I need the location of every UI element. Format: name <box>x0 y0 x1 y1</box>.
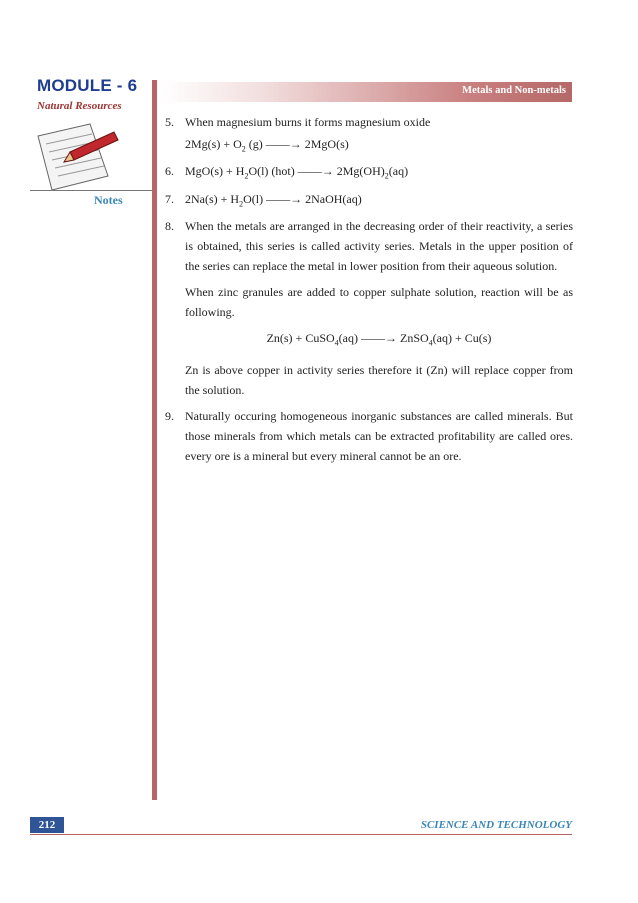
item-number: 6. <box>165 164 174 179</box>
notes-label: Notes <box>94 193 123 207</box>
item-text: When magnesium burns it forms magnesium oxide <box>185 115 431 129</box>
item-number: 7. <box>165 191 174 206</box>
notes-divider <box>30 190 152 191</box>
equation-5: $2Mg(s) + O_2$ (g) ——→ 2MgO(s) <box>185 137 349 154</box>
margin-rule <box>152 80 157 800</box>
item-text: Naturally occuring homogeneous inorganic substances are called minerals. But those minerals from which metals can be extracted profitability are called ores. every ore is a mineral but every mineral cannot be an ore. <box>185 408 573 463</box>
list-item-5 <box>165 112 573 132</box>
list-item-6 <box>165 161 573 186</box>
list-item-7 <box>165 189 573 214</box>
page-content <box>165 112 573 468</box>
footer-rule <box>30 834 572 835</box>
item-number: 9. <box>165 408 174 423</box>
equation-zinc: Zn(s) + CuSO$_4$(aq) ——→ ZnSO$_4$(aq) + Cu(s) <box>266 331 492 348</box>
item-number: 5. <box>165 115 174 129</box>
item-text: When the metals are arranged in the decreasing order of their reactivity, a series is obtained, this series is called activity series. Metals in the upper position of the series can replace the metal in lower position from their aqueous solution. <box>185 219 573 274</box>
header-bar <box>160 82 572 102</box>
module-subtitle: Natural Resources <box>37 100 122 112</box>
item-number: 8. <box>165 219 174 234</box>
equation-6: $MgO(s) + H_2O(l)$ (hot) ——→ $2Mg(OH)_2(aq)$ <box>185 164 409 181</box>
paragraph-activity: Zn is above copper in activity series therefore it (Zn) will replace copper from the solution. <box>185 362 573 397</box>
module-title: MODULE - 6 <box>37 76 138 95</box>
paragraph-zinc: When zinc granules are added to copper sulphate solution, reaction will be as following. <box>185 285 573 320</box>
list-item-9 <box>165 406 573 466</box>
equation-7: $2Na(s) + H_2O(l)$ ——→ 2NaOH(aq) <box>185 191 362 209</box>
footer-title: SCIENCE AND TECHNOLOGY <box>420 819 572 831</box>
list-item-8 <box>165 216 573 276</box>
page-number: 212 <box>30 817 64 833</box>
notebook-pencil-icon <box>30 118 130 198</box>
header-title: Metals and Non-metals <box>462 85 566 96</box>
